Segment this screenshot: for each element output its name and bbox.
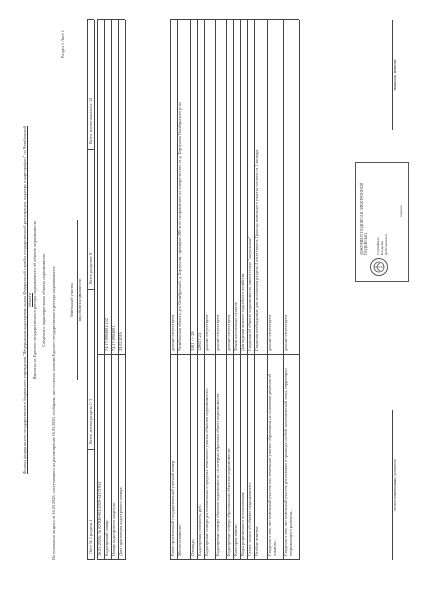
detail-row-divider — [233, 354, 240, 355]
id-row-edge-left — [104, 559, 111, 560]
detail-row-divider — [215, 354, 226, 355]
detail-row-edge-right — [226, 19, 233, 20]
total-sections: Всего разделов: 8 — [87, 252, 93, 284]
detail-row-label: Особые отметки: — [254, 525, 260, 556]
id-row-divider — [104, 354, 111, 355]
document-title: Выписка из Единого государственного реестра недвижимости об объекте недвижимости — [32, 220, 37, 380]
detail-row-value: 5581 +/- 26 — [190, 331, 196, 351]
request-line: На основании запроса от 16.03.2020, поступившего на рассмотрение 16.03.2020, сообщаем, что согласно записям Единого государственного реестра недвижимости: — [51, 265, 56, 560]
detail-row-divider — [177, 354, 190, 355]
registry-logo-icon — [370, 258, 388, 276]
position-caption: полное наименование должности — [393, 459, 397, 511]
detail-row-label: Кадастровая стоимость, руб.: — [197, 503, 203, 556]
id-row-divider — [118, 354, 125, 355]
total-sheets-extract: Всего листов выписки: 12 — [87, 97, 93, 144]
detail-row-edge-right — [215, 19, 226, 20]
object-type: Земельный участок — [69, 282, 74, 318]
detail-row-value: Земли населенных пунктов — [233, 302, 239, 351]
detail-row-divider — [283, 354, 299, 355]
detail-row-edge-left — [240, 559, 247, 560]
detail-row-edge-left — [233, 559, 240, 560]
detail-row-edge-left — [197, 559, 204, 560]
detail-row-label: Ранее присвоенный государственный учетный номер: — [170, 459, 176, 556]
detail-row-edge-right — [267, 19, 283, 20]
detail-row-value: Челябинская область, р-н Октябрьский, д. Борзунова, примерно 280 м по направлению на северо-восток от д. Борзунова Октябрьского р-на — [177, 101, 183, 351]
detail-row-edge-right — [240, 19, 247, 20]
detail-row-divider — [267, 354, 283, 355]
detail-row-value: Сведения необходимые для заполнения раздела 4 отсутствуют. Граница земельного участка состоит из 1 контура — [254, 149, 260, 351]
id-row-label: Кадастровый номер: — [104, 519, 110, 556]
stamp-title: ДОКУМЕНТ ПОДПИСАН ЭЛЕКТРОННОЙ ПОДПИСЬЮ — [360, 182, 369, 255]
detail-row-edge-right — [247, 19, 254, 20]
detail-row-label: Сведения о том, что земельный участок расположен в границах особой экономической зоны, территории опережающего развития... — [283, 368, 294, 556]
id-row-label: Дата присвоения кадастрового номера: — [118, 486, 124, 556]
detail-row-label: Кадастровые номера расположенных в пределах земельного участка объектов недвижимости: — [204, 388, 210, 556]
stamp-details — [376, 167, 388, 255]
detail-row-value: Для ведения личного подсобного хозяйства — [240, 273, 246, 351]
sheet-row-div-2 — [87, 289, 94, 290]
detail-row-value: 129027.24 — [197, 333, 203, 351]
detail-row-value: данные отсутствуют — [204, 314, 210, 351]
sheet-row-div-1 — [87, 449, 94, 450]
id-row-edge-right — [104, 19, 111, 20]
detail-row-label: Виды разрешенного использования: — [240, 491, 246, 556]
id-row-edge-right — [97, 19, 104, 20]
agency-line: Филиал федерального государственного бюджетного учреждения "Федеральная кадастровая палата Федеральной службы государственной регистрации, кадастра и картографии" по Челябинской области — [22, 126, 32, 474]
detail-row-edge-left — [267, 559, 283, 560]
detail-row-edge-left — [215, 559, 226, 560]
detail-row-divider — [190, 354, 197, 355]
id-row-row-rule — [125, 20, 126, 560]
sign-caption: подпись — [399, 205, 403, 217]
detail-row-value: Сведения об объекте недвижимости имеют статус "актуальные" — [247, 236, 253, 351]
sheet-row-div-3 — [87, 149, 94, 150]
detail-row-divider — [247, 354, 254, 355]
detail-row-edge-right — [204, 19, 215, 20]
id-row-edge-right — [111, 19, 118, 20]
id-row-value: 74:17:0904001:152 — [104, 318, 110, 351]
detail-row-edge-left — [226, 559, 233, 560]
stamp-line: Сертификат — [376, 237, 380, 255]
id-row-edge-right — [118, 19, 125, 20]
stamp-line: Действителен — [384, 234, 389, 255]
detail-row-label: Кадастровые номера объектов недвижимости, из которых образован объект недвижимости: — [215, 392, 221, 556]
detail-row-divider — [170, 354, 177, 355]
total-sheets-section: Всего листов раздела 1: 3 — [87, 398, 93, 444]
detail-row-value: данные отсутствуют — [267, 314, 273, 351]
e-signature-stamp — [355, 162, 409, 282]
detail-row-label: Площадь: — [190, 538, 196, 556]
detail-row-label: Категория земель: — [233, 523, 239, 556]
detail-row-divider — [226, 354, 233, 355]
initials-caption: инициалы, фамилия — [393, 59, 397, 91]
id-row-edge-left — [111, 559, 118, 560]
detail-row-edge-right — [283, 19, 299, 20]
detail-row-edge-right — [170, 19, 177, 20]
detail-row-label: Статус записи об объекте недвижимости: — [247, 482, 253, 556]
detail-row-divider — [254, 354, 267, 355]
detail-row-edge-left — [170, 559, 177, 560]
detail-row-edge-right — [233, 19, 240, 20]
detail-row-edge-left — [283, 559, 299, 560]
detail-row-edge-right — [197, 19, 204, 20]
detail-row-label: Кадастровые номера образованных объектов недвижимости: — [226, 447, 232, 556]
detail-row-value: данные отсутствуют — [226, 314, 232, 351]
sheet-row-bottom — [94, 20, 95, 560]
detail-row-edge-right — [254, 19, 267, 20]
detail-row-divider — [197, 354, 204, 355]
detail-row-label: Сведения о том, что земельный участок или земельные участки образованы на основании решения об изъятии... — [267, 373, 278, 556]
detail-row-row-rule — [299, 20, 300, 560]
section-label: Раздел 1 Лист 1 — [60, 30, 65, 58]
detail-row-edge-left — [254, 559, 267, 560]
detail-row-divider — [240, 354, 247, 355]
id-row-edge-left — [97, 559, 104, 560]
id-row-divider — [97, 354, 104, 355]
id-row-value: 74:17:0904001 — [111, 325, 117, 351]
detail-row-edge-left — [247, 559, 254, 560]
detail-row-edge-right — [177, 19, 190, 20]
id-row-label: Номер кадастрового квартала: — [111, 502, 117, 556]
id-row-edge-left — [118, 559, 125, 560]
detail-row-edge-left — [190, 559, 197, 560]
detail-row-value: данные отсутствуют — [283, 314, 289, 351]
id-row-value — [98, 24, 104, 351]
document-subtitle: Сведения о характеристиках объекта недвижимости — [41, 253, 46, 347]
sheet-row-right-edge — [87, 19, 94, 20]
sheet-row-left-edge — [87, 559, 94, 560]
detail-row-edge-right — [190, 19, 197, 20]
object-type-caption: вид объекта недвижимости — [78, 279, 82, 321]
detail-row-divider — [204, 354, 215, 355]
detail-row-value: данные отсутствуют — [215, 314, 221, 351]
sheet-number: Лист № 1 раздела 1 — [87, 519, 93, 554]
id-row-value: 29.02.2016 — [118, 332, 124, 351]
detail-row-value: данные отсутствуют — [170, 314, 176, 351]
detail-row-edge-left — [204, 559, 215, 560]
detail-row-label: Местоположение: — [177, 524, 183, 556]
detail-row-edge-left — [177, 559, 190, 560]
id-row-label: 16.03.2020г. № КУВИ-001/2020-54171934 — [97, 481, 103, 556]
id-row-divider — [111, 354, 118, 355]
stamp-line: Владелец — [380, 240, 385, 255]
